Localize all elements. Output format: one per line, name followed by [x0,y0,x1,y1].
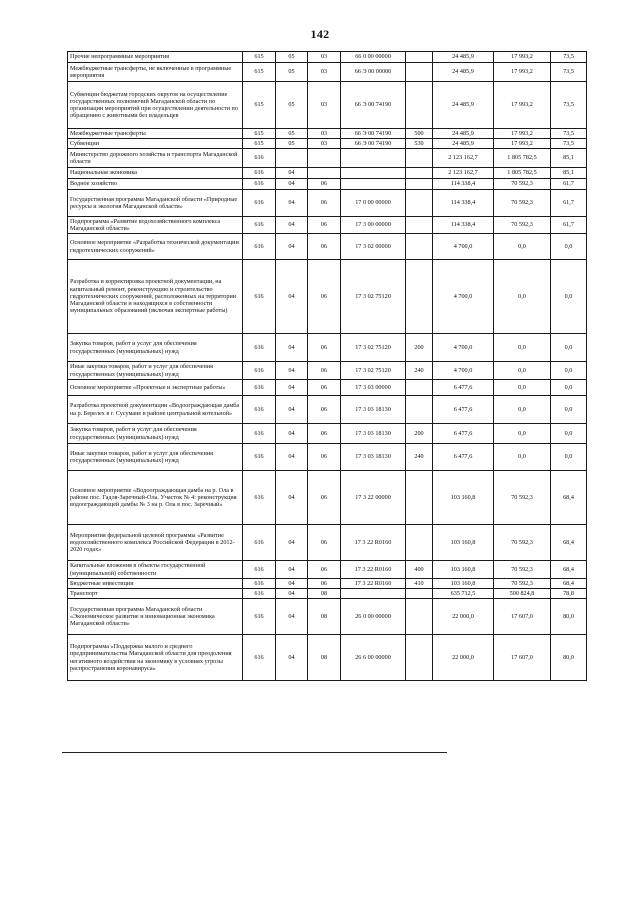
cell-expense-type: 530 [406,139,433,149]
cell-plan: 103 160,8 [433,561,494,579]
cell-section: 05 [276,63,308,82]
cell-name: Государственная программа Магаданской области «Природные ресурсы и экология Магаданской области» [68,190,243,217]
cell-grbs: 616 [243,380,276,396]
table-row [68,424,587,444]
table-body [68,52,587,681]
cell-grbs: 616 [243,424,276,444]
cell-section: 04 [276,589,308,599]
cell-expense-type: 200 [406,334,433,362]
cell-executed: 70 592,3 [494,179,551,190]
cell-expense-type [406,234,433,260]
cell-expense-type [406,63,433,82]
cell-grbs: 615 [243,63,276,82]
cell-percent: 61,7 [551,179,587,190]
cell-target-article: 17 3 22 R0160 [341,579,406,589]
cell-plan: 2 123 162,7 [433,168,494,179]
cell-subsection: 03 [308,129,341,139]
cell-subsection [308,168,341,179]
cell-target-article: 66 Э 00 74190 [341,139,406,149]
cell-target-article: 17 3 22 R0160 [341,561,406,579]
cell-grbs: 616 [243,260,276,334]
cell-percent: 0,0 [551,444,587,471]
table-row [68,179,587,190]
cell-target-article: 66 Э 00 00000 [341,63,406,82]
cell-percent: 68,4 [551,525,587,561]
cell-name: Иные закупки товаров, работ и услуг для обеспечения государственных (муниципальных) нужд [68,362,243,380]
cell-subsection: 06 [308,471,341,525]
cell-grbs: 616 [243,217,276,234]
cell-subsection: 06 [308,334,341,362]
cell-expense-type [406,525,433,561]
cell-target-article [341,179,406,190]
table-row [68,589,587,599]
cell-name: Субвенции бюджетам городских округов на осуществление государственных полномочий Магаданской области по организации мероприятий при осуществлении деятельности по обращению с животными без владельцев [68,82,243,129]
cell-name: Межбюджетные трансферты, не включенные в программные мероприятия [68,63,243,82]
cell-plan: 24 485,9 [433,139,494,149]
cell-section: 04 [276,168,308,179]
table-row [68,217,587,234]
cell-subsection: 06 [308,362,341,380]
cell-plan: 103 160,8 [433,579,494,589]
cell-section: 04 [276,635,308,681]
cell-executed: 0,0 [494,234,551,260]
table-row [68,190,587,217]
table-row [68,561,587,579]
cell-expense-type [406,471,433,525]
cell-plan: 22 000,0 [433,635,494,681]
cell-plan: 103 160,8 [433,471,494,525]
cell-percent: 73,5 [551,52,587,63]
cell-name: Основное мероприятие «Проектные и экспертные работы» [68,380,243,396]
table-row [68,362,587,380]
cell-subsection: 06 [308,179,341,190]
cell-grbs: 616 [243,579,276,589]
cell-name: Прочие непрограммные мероприятия [68,52,243,63]
cell-subsection: 03 [308,139,341,149]
cell-executed: 17 607,0 [494,599,551,635]
cell-percent: 80,0 [551,599,587,635]
cell-plan: 4 700,0 [433,362,494,380]
cell-target-article: 17 3 03 00000 [341,380,406,396]
cell-subsection: 06 [308,444,341,471]
cell-target-article: 17 3 02 75120 [341,334,406,362]
cell-executed: 70 592,3 [494,217,551,234]
cell-plan: 6 477,6 [433,424,494,444]
cell-name: Основное мероприятие «Водоограждающая дамба на р. Ола в районе пос. Гадля-Заречный-Ола. Участок № 4: реконструкция водоограждающей дамбы № 3 на р. Ола в пос. Заречный» [68,471,243,525]
cell-subsection: 06 [308,525,341,561]
cell-percent: 78,8 [551,589,587,599]
cell-target-article: 17 3 02 75120 [341,260,406,334]
cell-name: Подпрограмма «Поддержка малого и среднего предпринимательства Магаданской области для преодоления негативного воздействия на экономику в условиях угрозы распространения коронавируса» [68,635,243,681]
cell-percent: 85,1 [551,149,587,168]
cell-subsection: 06 [308,190,341,217]
table-row [68,599,587,635]
cell-expense-type [406,260,433,334]
cell-executed: 0,0 [494,334,551,362]
cell-subsection: 06 [308,424,341,444]
cell-target-article: 17 3 22 R0160 [341,525,406,561]
cell-section: 04 [276,217,308,234]
cell-expense-type: 410 [406,579,433,589]
cell-section: 04 [276,579,308,589]
cell-grbs: 616 [243,525,276,561]
cell-percent: 85,1 [551,168,587,179]
cell-executed: 1 805 782,5 [494,168,551,179]
cell-subsection: 06 [308,396,341,424]
cell-expense-type [406,52,433,63]
cell-percent: 73,5 [551,82,587,129]
table-row [68,168,587,179]
cell-expense-type [406,82,433,129]
cell-grbs: 616 [243,599,276,635]
cell-section: 04 [276,380,308,396]
cell-section: 04 [276,424,308,444]
cell-target-article: 17 3 02 00000 [341,234,406,260]
table-row [68,334,587,362]
table-row [68,129,587,139]
table-row [68,234,587,260]
cell-plan: 114 338,4 [433,190,494,217]
cell-executed: 17 993,2 [494,52,551,63]
cell-plan: 2 123 162,7 [433,149,494,168]
cell-expense-type [406,149,433,168]
cell-expense-type: 240 [406,362,433,380]
cell-executed: 0,0 [494,424,551,444]
cell-grbs: 615 [243,129,276,139]
cell-plan: 22 000,0 [433,599,494,635]
cell-subsection: 03 [308,82,341,129]
cell-expense-type: 240 [406,444,433,471]
cell-plan: 24 485,9 [433,82,494,129]
cell-target-article: 17 3 03 18130 [341,396,406,424]
cell-grbs: 615 [243,139,276,149]
cell-grbs: 615 [243,82,276,129]
cell-percent: 61,7 [551,217,587,234]
table-row [68,525,587,561]
cell-plan: 24 485,9 [433,52,494,63]
cell-expense-type: 400 [406,561,433,579]
cell-plan: 6 477,6 [433,380,494,396]
cell-executed: 70 592,3 [494,525,551,561]
cell-section: 05 [276,82,308,129]
cell-target-article: 17 0 00 00000 [341,190,406,217]
page-number: 142 [310,27,330,41]
cell-grbs: 616 [243,234,276,260]
table-row [68,149,587,168]
cell-expense-type [406,179,433,190]
cell-executed: 0,0 [494,444,551,471]
cell-target-article: 66 Э 00 74190 [341,129,406,139]
cell-expense-type [406,380,433,396]
cell-subsection: 06 [308,260,341,334]
cell-section: 05 [276,52,308,63]
cell-name: Субвенции [68,139,243,149]
footer-rule [62,752,447,753]
cell-section: 04 [276,234,308,260]
cell-target-article: 17 3 03 18130 [341,444,406,471]
cell-subsection: 06 [308,217,341,234]
cell-plan: 114 338,4 [433,179,494,190]
cell-expense-type [406,635,433,681]
cell-executed: 70 592,3 [494,561,551,579]
cell-target-article [341,149,406,168]
cell-expense-type [406,396,433,424]
cell-name: Министерство дорожного хозяйства и транспорта Магаданской области [68,149,243,168]
cell-percent: 68,4 [551,579,587,589]
cell-section: 04 [276,561,308,579]
cell-executed: 0,0 [494,362,551,380]
cell-section: 04 [276,334,308,362]
cell-grbs: 616 [243,471,276,525]
cell-grbs: 616 [243,149,276,168]
cell-expense-type: 200 [406,424,433,444]
cell-subsection: 06 [308,561,341,579]
cell-section: 04 [276,396,308,424]
cell-percent: 0,0 [551,362,587,380]
cell-subsection [308,149,341,168]
cell-section: 04 [276,362,308,380]
cell-section: 04 [276,260,308,334]
cell-subsection: 08 [308,589,341,599]
cell-target-article [341,168,406,179]
budget-table [67,51,587,681]
cell-expense-type [406,190,433,217]
cell-percent: 80,0 [551,635,587,681]
table-row [68,579,587,589]
cell-subsection: 06 [308,380,341,396]
cell-subsection: 08 [308,599,341,635]
cell-section: 04 [276,599,308,635]
cell-name: Иные закупки товаров, работ и услуг для обеспечения государственных (муниципальных) нужд [68,444,243,471]
cell-expense-type [406,168,433,179]
cell-target-article: 66 0 00 00000 [341,52,406,63]
cell-target-article: 17 3 03 18130 [341,424,406,444]
cell-grbs: 615 [243,52,276,63]
cell-target-article: 26 6 00 00000 [341,635,406,681]
cell-percent: 73,5 [551,129,587,139]
cell-section [276,149,308,168]
cell-subsection: 08 [308,635,341,681]
cell-subsection: 03 [308,63,341,82]
cell-name: Водное хозяйство [68,179,243,190]
cell-name: Государственная программа Магаданской области «Экономическое развитие и инновационная экономика Магаданской области» [68,599,243,635]
cell-subsection: 03 [308,52,341,63]
cell-executed: 70 592,3 [494,190,551,217]
cell-percent: 0,0 [551,380,587,396]
cell-plan: 24 485,9 [433,129,494,139]
cell-expense-type [406,217,433,234]
cell-section: 04 [276,444,308,471]
cell-target-article: 17 3 22 00000 [341,471,406,525]
cell-section: 04 [276,471,308,525]
cell-grbs: 616 [243,190,276,217]
cell-percent: 61,7 [551,190,587,217]
cell-executed: 0,0 [494,396,551,424]
cell-subsection: 06 [308,579,341,589]
table-row [68,444,587,471]
cell-name: Мероприятия федеральной целевой программы «Развитие водохозяйственного комплекса Российской Федерации в 2012-2020 годах» [68,525,243,561]
cell-grbs: 616 [243,589,276,599]
cell-percent: 68,4 [551,561,587,579]
cell-plan: 635 712,5 [433,589,494,599]
cell-name: Транспорт [68,589,243,599]
cell-name: Разработка и корректировка проектной документации, на капитальный ремонт, реконструкцию и строительство гидротехнических сооружений, расположенных на территории Магаданской области и находящихся в собственности муниципальных образований (включая экспертные работы) [68,260,243,334]
cell-grbs: 616 [243,334,276,362]
cell-plan: 6 477,6 [433,396,494,424]
cell-percent: 68,4 [551,471,587,525]
cell-name: Закупка товаров, работ и услуг для обеспечения государственных (муниципальных) нужд [68,424,243,444]
cell-plan: 6 477,6 [433,444,494,471]
cell-executed: 17 993,2 [494,129,551,139]
cell-executed: 17 607,0 [494,635,551,681]
cell-executed: 17 993,2 [494,82,551,129]
cell-grbs: 616 [243,396,276,424]
table-row [68,635,587,681]
table-row [68,82,587,129]
cell-target-article: 17 3 02 75120 [341,362,406,380]
cell-executed: 17 993,2 [494,139,551,149]
cell-plan: 103 160,8 [433,525,494,561]
cell-grbs: 616 [243,561,276,579]
cell-grbs: 616 [243,179,276,190]
cell-section: 05 [276,139,308,149]
table-row [68,380,587,396]
cell-executed: 70 592,3 [494,579,551,589]
cell-name: Основное мероприятие «Разработка технической документации гидротехнических сооружений» [68,234,243,260]
cell-name: Капитальные вложения в объекты государственной (муниципальной) собственности [68,561,243,579]
cell-grbs: 616 [243,635,276,681]
cell-percent: 0,0 [551,334,587,362]
cell-target-article: 17 3 00 00000 [341,217,406,234]
cell-executed: 0,0 [494,380,551,396]
cell-grbs: 616 [243,168,276,179]
cell-plan: 4 700,0 [433,334,494,362]
cell-executed: 500 824,8 [494,589,551,599]
cell-name: Закупка товаров, работ и услуг для обеспечения государственных (муниципальных) нужд [68,334,243,362]
cell-target-article: 66 Э 00 74190 [341,82,406,129]
table-row [68,52,587,63]
table-row [68,260,587,334]
table-row [68,396,587,424]
cell-name: Национальная экономика [68,168,243,179]
cell-expense-type [406,599,433,635]
cell-name: Подпрограмма «Развитие водохозяйственного комплекса Магаданской области» [68,217,243,234]
table-row [68,139,587,149]
cell-expense-type [406,589,433,599]
cell-plan: 4 700,0 [433,234,494,260]
cell-name: Межбюджетные трансферты [68,129,243,139]
cell-executed: 17 993,2 [494,63,551,82]
cell-executed: 70 592,3 [494,471,551,525]
cell-grbs: 616 [243,444,276,471]
cell-target-article [341,589,406,599]
cell-name: Бюджетные инвестиции [68,579,243,589]
cell-expense-type: 500 [406,129,433,139]
cell-executed: 0,0 [494,260,551,334]
cell-percent: 0,0 [551,260,587,334]
cell-plan: 24 485,9 [433,63,494,82]
cell-plan: 4 700,0 [433,260,494,334]
cell-target-article: 26 0 00 00000 [341,599,406,635]
cell-section: 05 [276,129,308,139]
cell-section: 04 [276,525,308,561]
cell-grbs: 616 [243,362,276,380]
cell-section: 04 [276,190,308,217]
table-row [68,63,587,82]
table-row [68,471,587,525]
cell-name: Разработка проектной документации «Водоограждающая дамба на р. Берелех в г. Сусумане в районе центральной котельной» [68,396,243,424]
cell-percent: 0,0 [551,424,587,444]
cell-percent: 0,0 [551,234,587,260]
cell-subsection: 06 [308,234,341,260]
cell-plan: 114 338,4 [433,217,494,234]
cell-section: 04 [276,179,308,190]
cell-percent: 73,5 [551,139,587,149]
cell-executed: 1 805 782,5 [494,149,551,168]
cell-percent: 73,5 [551,63,587,82]
cell-percent: 0,0 [551,396,587,424]
